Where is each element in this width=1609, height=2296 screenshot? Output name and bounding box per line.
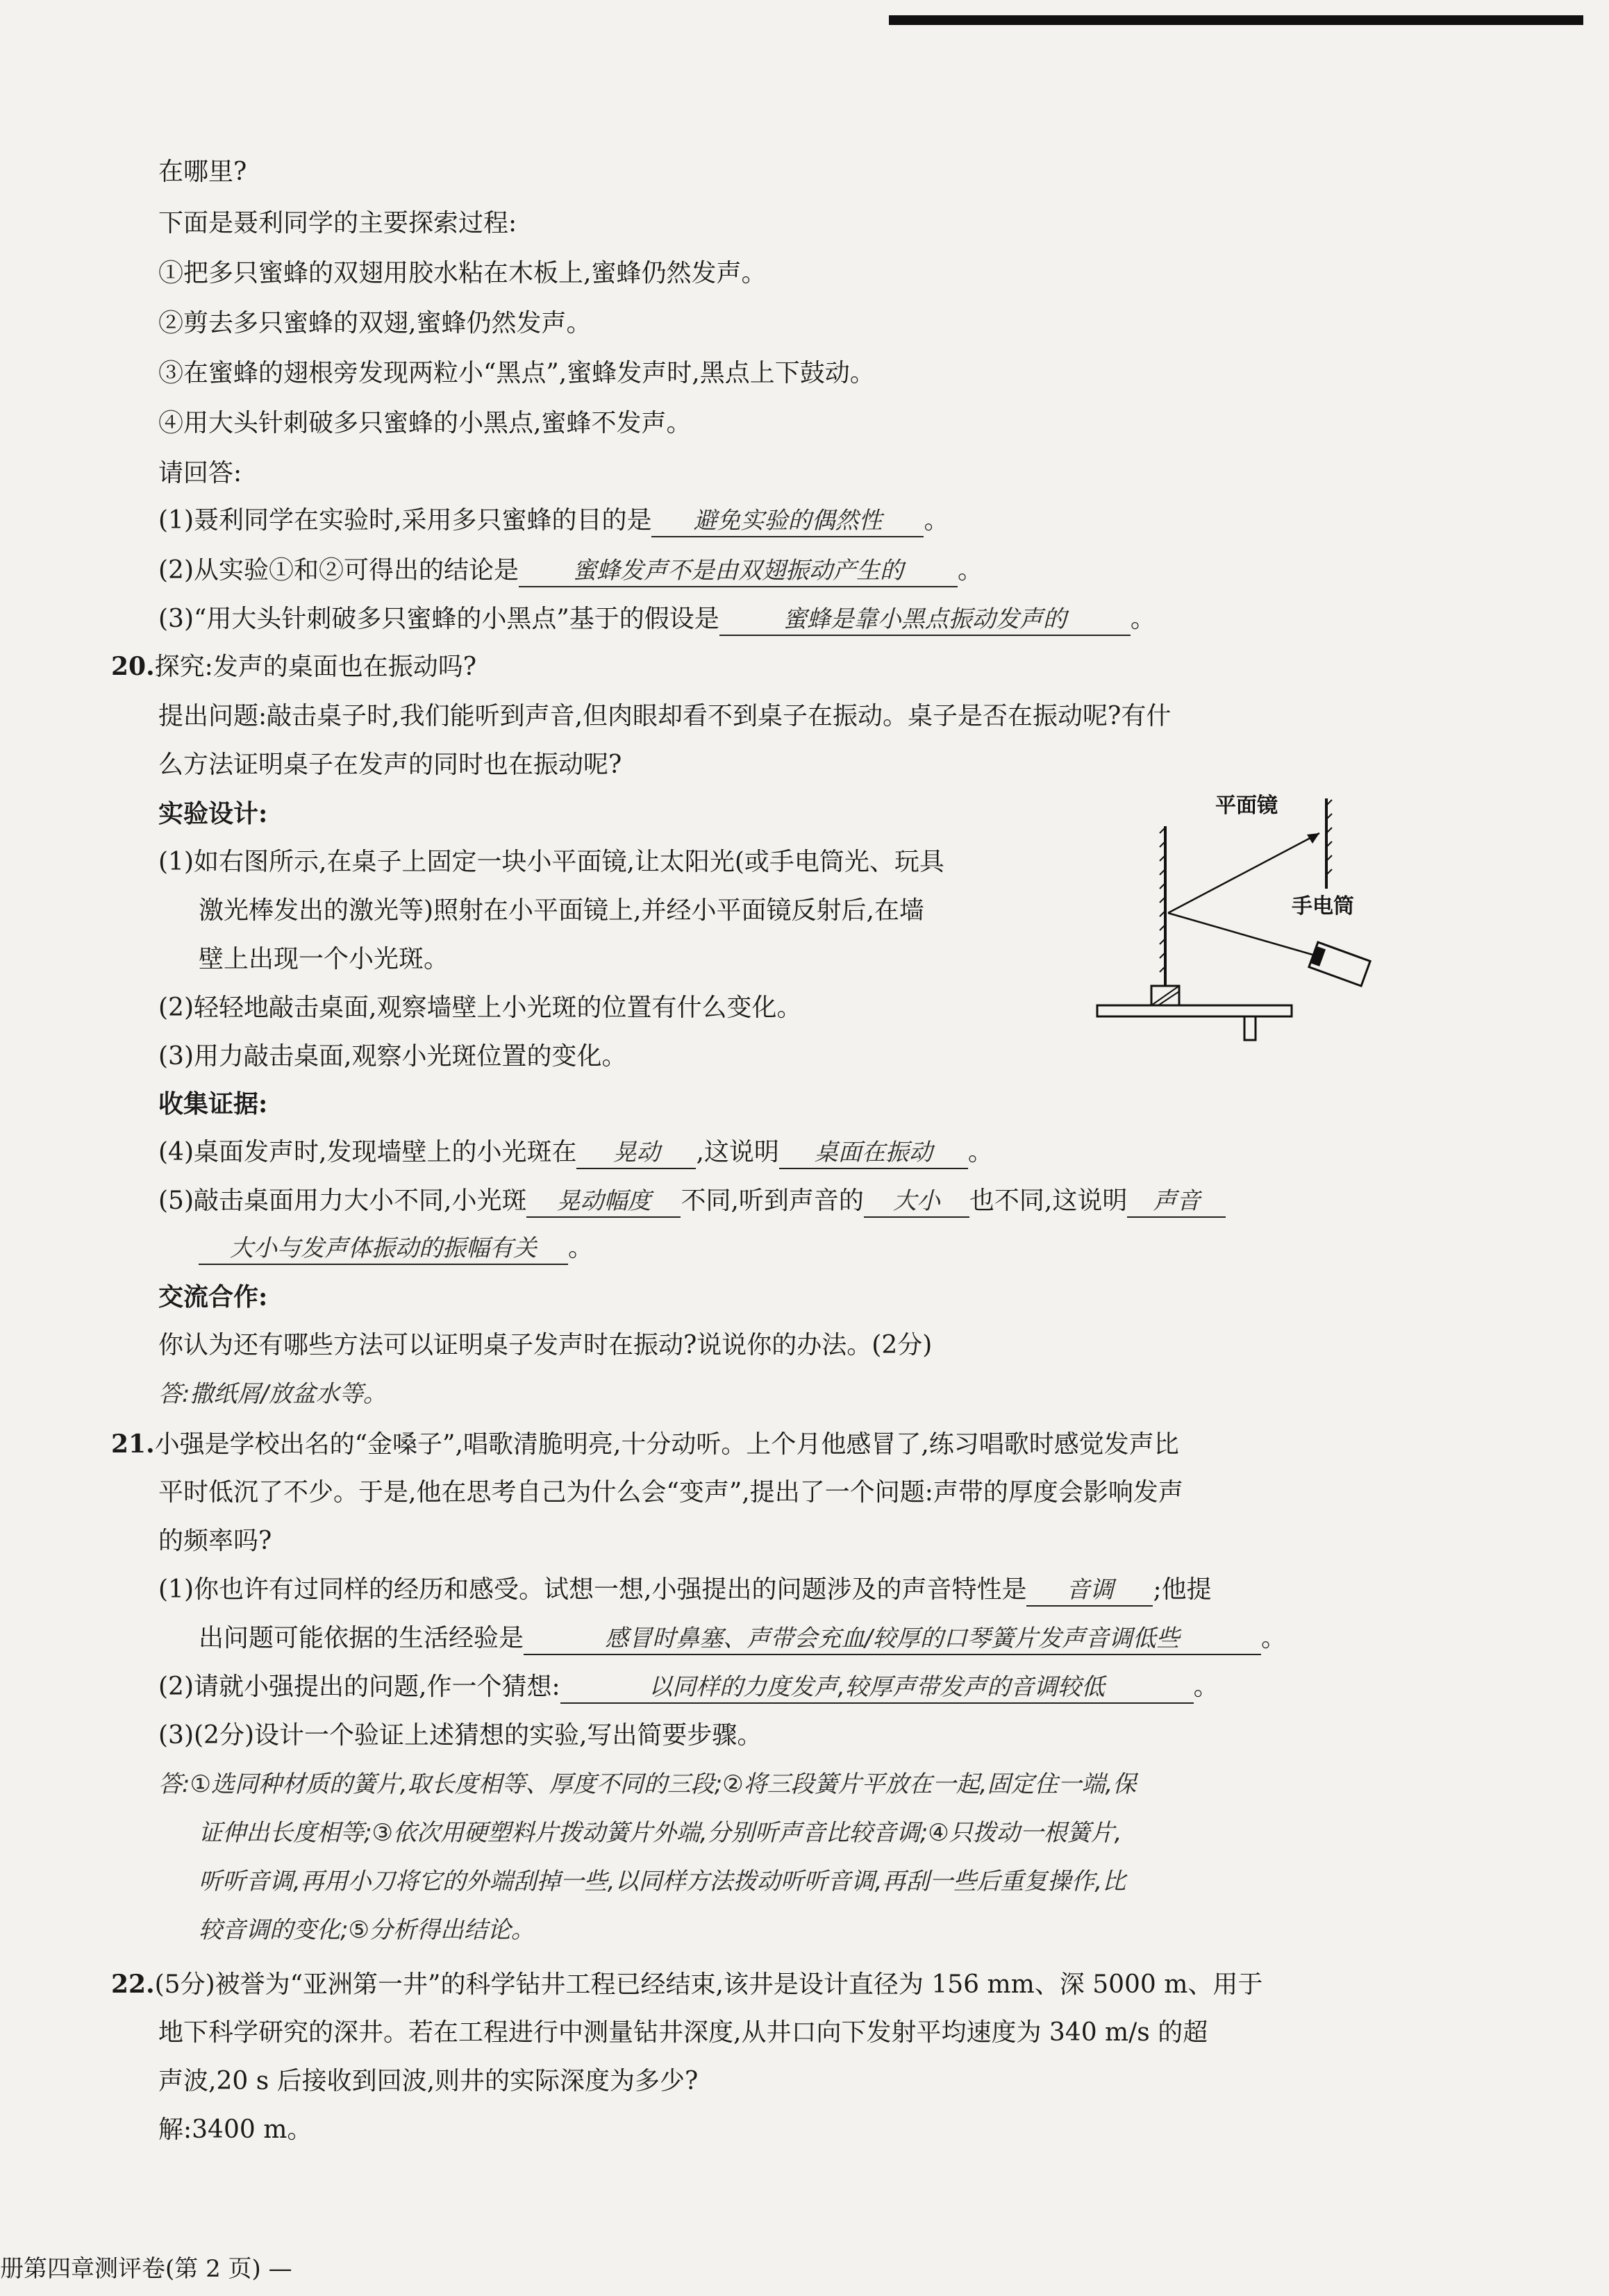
q21-line-1 [111, 1429, 1179, 1460]
q21-p1b-text: 出问题可能依据的生活经验是 [199, 1624, 524, 1652]
q21-part3: (3)(2分)设计一个验证上述猜想的实验,写出简要步骤。 [158, 1721, 762, 1750]
q21-number: 21. [111, 1430, 155, 1459]
mirror-label: 平面镜 [1215, 794, 1278, 818]
q21-p2-answer: 以同样的力度发声,较厚声带发声的音调较低 [560, 1672, 1194, 1704]
table-top [1097, 1005, 1292, 1016]
q20-coop-answer [158, 1379, 387, 1409]
q19-part3 [158, 604, 1156, 636]
q21-p1b-end: 。 [1261, 1624, 1287, 1652]
plane-mirror [1326, 798, 1332, 889]
q20-design-1c: 壁上出现一个小光斑。 [199, 945, 449, 973]
q20-title: 探究:发声的桌面也在振动吗? [154, 653, 477, 681]
q21-p1-text: (1)你也许有过同样的经历和感受。试想一想,小强提出的问题涉及的声音特性是 [158, 1575, 1027, 1604]
q22-line-1 [111, 1969, 1262, 2000]
q20-e5-mid2: 也不同,这说明 [969, 1187, 1128, 1215]
step-4: ④用大头针刺破多只蜜蜂的小黑点,蜜蜂不发声。 [158, 409, 692, 437]
q20-e4-text: (4)桌面发声时,发现墙壁上的小光斑在 [158, 1138, 577, 1166]
q21-line-2: 平时低沉了不少。于是,他在思考自己为什么会“变声”,提出了一个问题:声带的厚度会影响发声 [158, 1478, 1183, 1507]
q20-coop-answer-text: 答:撒纸屑/放盆水等。 [158, 1380, 387, 1408]
q20-evidence-5-cont [199, 1233, 593, 1265]
step-2: ②剪去多只蜜蜂的双翅,蜜蜂仍然发声。 [158, 309, 592, 337]
q20-evidence-5 [158, 1186, 1226, 1218]
q21-answer-1 [158, 1769, 1136, 1800]
q21-answer-2 [199, 1818, 1122, 1848]
q21-text-1: 小强是学校出名的“金嗓子”,唱歌清脆明亮,十分动听。上个月他感冒了,练习唱歌时感觉发声比 [154, 1430, 1179, 1459]
q21-part1b [199, 1623, 1286, 1655]
q20-e5-answer-2: 大小 [864, 1186, 969, 1218]
step-1: ①把多只蜜蜂的双翅用胶水粘在木板上,蜜蜂仍然发声。 [158, 259, 767, 287]
q20-design-1a: (1)如右图所示,在桌子上固定一块小平面镜,让太阳光(或手电筒光、玩具 [158, 848, 944, 876]
q19-p2-end: 。 [958, 556, 983, 585]
please-answer: 请回答: [158, 459, 242, 487]
torch-label: 手电筒 [1292, 894, 1354, 919]
q20-evidence-4 [158, 1137, 993, 1169]
q20-e5-end: 。 [568, 1234, 594, 1262]
page-footer: 册第四章测评卷(第 2 页) — [0, 2255, 292, 2283]
intro-question: 在哪里? [158, 158, 247, 186]
q20-e5-answer-3b: 大小与发声体振动的振幅有关 [199, 1233, 568, 1265]
q21-p1-answer: 音调 [1026, 1575, 1153, 1607]
q19-part1 [158, 505, 949, 537]
q21-answer-3-text: 听听音调,再用小刀将它的外端刮掉一些,以同样方法拨动听听音调,再刮一些后重复操作,比 [199, 1868, 1126, 1895]
q19-p2-text: (2)从实验①和②可得出的结论是 [158, 556, 519, 585]
q19-p3-text: (3)“用大头针刺破多只蜜蜂的小黑点”基于的假设是 [158, 605, 719, 633]
step-3: ③在蜜蜂的翅根旁发现两粒小“黑点”,蜜蜂发声时,黑点上下鼓动。 [158, 359, 875, 387]
q19-p1-answer: 避免实验的偶然性 [651, 505, 924, 537]
q21-answer-3 [199, 1866, 1126, 1897]
q22-line-3: 声波,20 s 后接收到回波,则井的实际深度为多少? [158, 2067, 699, 2095]
q19-p2-answer: 蜜蜂发声不是由双翅振动产生的 [519, 555, 958, 587]
q20-problem-1: 提出问题:敲击桌子时,我们能听到声音,但肉眼却看不到桌子在振动。桌子是否在振动呢?有什 [158, 702, 1172, 730]
q21-answer-4 [199, 1915, 535, 1945]
q20-coop-question: 你认为还有哪些方法可以证明桌子发声时在振动?说说你的办法。(2分) [158, 1331, 933, 1359]
q22-number: 22. [111, 1970, 155, 1999]
q21-p2-end: 。 [1193, 1673, 1219, 1701]
q19-part2 [158, 555, 983, 587]
intro-process: 下面是聂利同学的主要探索过程: [158, 209, 517, 237]
header-rule [889, 15, 1583, 25]
q20-design-1b: 激光棒发出的激光等)照射在小平面镜上,并经小平面镜反射后,在墙 [199, 896, 924, 925]
flashlight [1309, 942, 1370, 986]
q21-part2 [158, 1672, 1219, 1704]
table-leg [1244, 1016, 1256, 1040]
q22-answer: 解:3400 m。 [158, 2115, 312, 2144]
q22-text-1: (5分)被誉为“亚洲第一井”的科学钻井工程已经结束,该井是设计直径为 156 mm、深 5000 m、用于 [154, 1970, 1263, 1999]
q20-design-heading: 实验设计: [158, 799, 268, 828]
q21-part1 [158, 1575, 1212, 1607]
q21-p1b-answer: 感冒时鼻塞、声带会充血/较厚的口琴簧片发声音调低些 [524, 1623, 1261, 1655]
q20-design-3: (3)用力敲击桌面,观察小光斑位置的变化。 [158, 1042, 627, 1071]
q20-e5-mid1: 不同,听到声音的 [681, 1187, 864, 1215]
q20-number: 20. [111, 652, 155, 681]
q21-line-3: 的频率吗? [158, 1527, 272, 1555]
q20-e4-end: 。 [967, 1138, 993, 1166]
q20-e5-answer-3a: 声音 [1127, 1186, 1226, 1218]
q22-line-2: 地下科学研究的深井。若在工程进行中测量钻井深度,从井口向下发射平均速度为 340 m/s 的超 [158, 2018, 1208, 2047]
q20-e4-mid: ,这说明 [696, 1138, 779, 1166]
wall [1160, 826, 1165, 986]
q20-e4-answer-1: 晃动 [576, 1137, 696, 1169]
q21-answer-1-text: 答:①选同种材质的簧片,取长度相等、厚度不同的三段;②将三段簧片平放在一起,固定住一端,保 [158, 1770, 1137, 1798]
q21-p2-text: (2)请就小强提出的问题,作一个猜想: [158, 1673, 560, 1701]
q19-p3-end: 。 [1130, 605, 1156, 633]
q21-answer-2-text: 证伸出长度相等;③依次用硬塑料片拨动簧片外端,分别听声音比较音调;④只拨动一根簧片, [199, 1819, 1122, 1847]
q20-problem-2: 么方法证明桌子在发声的同时也在振动呢? [158, 751, 622, 779]
q20-heading [111, 651, 476, 682]
q20-e4-answer-2: 桌面在振动 [779, 1137, 968, 1169]
q19-p3-answer: 蜜蜂是靠小黑点振动发声的 [719, 604, 1131, 636]
q20-design-2: (2)轻轻地敲击桌面,观察墙壁上小光斑的位置有什么变化。 [158, 994, 802, 1022]
q21-p1-end: ;他提 [1153, 1575, 1212, 1604]
q20-coop-heading: 交流合作: [158, 1282, 268, 1312]
q19-p1-end: 。 [924, 506, 949, 535]
q20-e5-text: (5)敲击桌面用力大小不同,小光斑 [158, 1187, 527, 1215]
q21-answer-4-text: 较音调的变化;⑤分析得出结论。 [199, 1916, 535, 1944]
mirror-experiment-diagram [1090, 791, 1382, 1041]
q20-e5-answer-1: 晃动幅度 [526, 1186, 681, 1218]
q20-evidence-heading: 收集证据: [158, 1089, 268, 1118]
q19-p1-text: (1)聂利同学在实验时,采用多只蜜蜂的目的是 [158, 506, 652, 535]
